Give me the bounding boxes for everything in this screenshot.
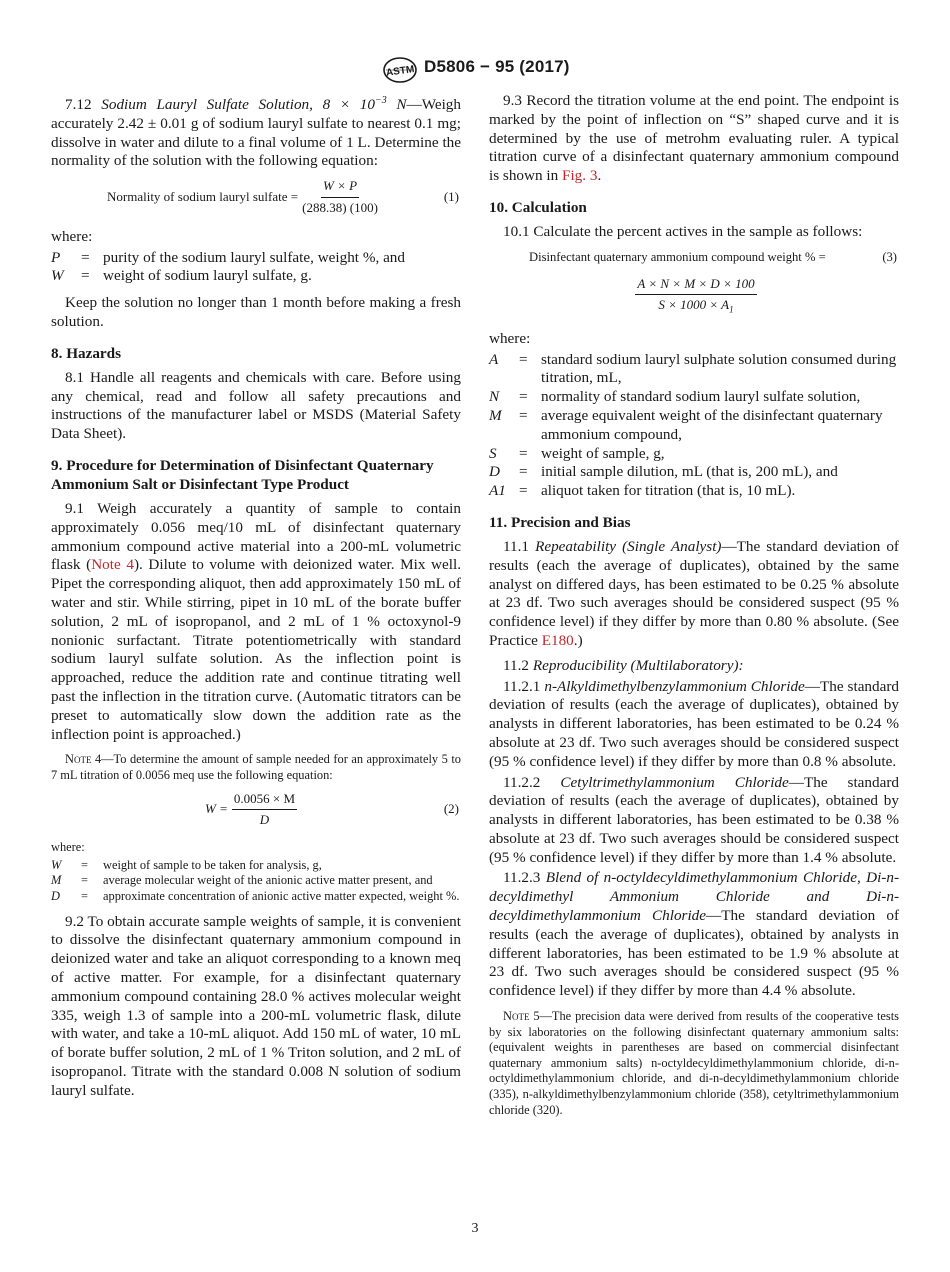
where-label: where: [51,227,93,245]
definition-row: W = weight of sample to be taken for analysis, g, [51,857,322,872]
page-header [0,56,950,84]
definitions-eq2: where: W = weight of sample to be taken for analysis, g, M = average molecular weight of the anionic active matter present, and D = approximate concentration of anionic active matter expected, weight %. [51,840,460,903]
definition-row: D = initial sample dilution, mL (that is, 200 mL), and [489,463,838,481]
section-9-1: 9.1 Weigh accurately a quantity of sample to contain approximately 0.056 meq/10 mL of disinfectant quaternary ammonium compound active material into a 200-mL volumetric flask (Note 4). Dilute to volume with deionized water. Mix well. Pipet the corresponding aliquot, then add approximately 150 mL of water and stir. While stirring, pipet in 10 mL of the borate buffer solution, 2 mL of isopropanol, and 2 mL of 1 % octoxynol-9 nonionic surfactant. Titrate potentiometrically with standard sodium lauryl sulfate solution. As the inflection point is approached, reduce the addition rate and continue titrating well past the inflection in the titration curve. (Automatic titrators can be preset to automatically slow down the addition rate as the inflection point is approached.) [51,500,461,743]
section-10-1: 10.1 Calculate the percent actives in the sample as follows: [503,222,863,240]
section-11-2-3: 11.2.3 Blend of n-octyldecyldimethylammonium Chloride, Di-n-decyldimethyl Ammonium Chloride and Di-n-decyldimethylammonium Chloride—The standard deviation of results (each the average of duplicates), obtained by analysts in different laboratories, has been estimated to be 1.9 % absolute at 23 df. Two such averages should be considered suspect (95 % confidence level) if they differ by more than 4.4 % absolute. [489,869,900,1000]
where-label: where: [489,329,531,347]
page-number: 3 [471,1221,479,1236]
definition-row: W = weight of sodium lauryl sulfate, g. [51,267,312,285]
note-4: Note 4—To determine the amount of sample needed for an approximately 5 to 7 mL titration of 0.0056 meq use the following equation: [51,752,461,782]
right-column [489,92,899,1124]
definition-row: A1 = aliquot taken for titration (that is, 10 mL). [489,482,796,500]
definition-row: D = approximate concentration of anionic active matter expected, weight %. [51,888,460,903]
heading-procedure: 9. Procedure for Determination of Disinfectant Quaternary Ammonium Salt or Disinfectant Type Product [51,457,434,494]
left-column [51,92,461,1107]
heading-calculation: 10. Calculation [489,198,587,216]
note-5: Note 5—The precision data were derived from results of the cooperative tests by six laboratories on the following disinfectant quaternary ammonium salts: (equivalent weights in parentheses are based on commercial disinfectant quaternary ammonium salts) n-octyldecyldimethylammonium chloride, di-n-octyldimethylammonium chloride, and di-n-decyldimethylammonium chloride (335), n-alkyldimethylbenzylammonium chloride (358), cetyltrimethylammonium chloride (320). [489,1009,899,1117]
definitions-eq3 [489,351,899,501]
svg-text:ASTM: ASTM [385,64,416,79]
astm-logo-icon [382,56,418,84]
section-8-1: 8.1 Handle all reagents and chemicals with care. Before using any chemical, read and follow all safety precautions and instructions of the manufacturer label or MSDS (Material Safety Data Sheet). [51,368,461,443]
fig-3-link[interactable]: Fig. 3 [562,167,598,185]
section-7-12: 7.12 Sodium Lauryl Sulfate Solution, $8 \times 10^{-3}$ N—Weigh accurately 2.42 ± 0.01 g of sodium lauryl sulfate to nearest 0.1 mg; dissolve in water and dilute to a final volume of 1 L. Determine the normality of the solution with the following equation: [51,95,461,170]
heading-precision-bias: 11. Precision and Bias [489,513,631,531]
definition-row: S = weight of sample, g, [489,444,665,462]
heading-hazards: 8. Hazards [51,344,122,362]
section-11-2-1: 11.2.1 n-Alkyldimethylbenzylammonium Chloride—The standard deviation of results (each the average of duplicates), obtained by analysts in different laboratories, has been estimated to be 0.24 % absolute at 23 df. Two such averages should be considered suspect (95 % confidence level) if they differ by more than 0.8 % absolute. [489,677,900,770]
equation-3-lhs: Disinfectant quaternary ammonium compound weight % = (3) [529,249,897,264]
equation-2: W = $\frac{0.0056 \times M}{D}$ (2) [205,790,459,828]
definitions-eq1 [51,249,461,287]
section-11-2: 11.2 Reproducibility (Multilaboratory): [503,656,744,674]
keep-note: Keep the solution no longer than 1 month before making a fresh solution. [51,294,461,331]
document-designation: D5806 − 95 (2017) [424,57,570,76]
definition-row: A = standard sodium lauryl sulphate solution consumed during titration, mL, [489,350,897,387]
definition-row: N = normality of standard sodium lauryl sulfate solution, [489,388,861,406]
equation-3: $\frac{A \times N \times M \times D \times 100}{S \times 1000 \times A_1}$ [637,275,755,315]
section-9-2: 9.2 To obtain accurate sample weights of sample, it is convenient to dissolve the disinfectant quaternary ammonium compound in deionized water and take an aliquot corresponding to a known meq of active matter. For example, for a disinfectant quaternary ammonium compound containing 28.0 % actives molecular weight 335, weigh 1.3 of sample into a 200-mL volumetric flask, dilute with water, and take a 10-mL aliquot. Add 150 mL of water, 10 mL of borate buffer solution, 2 mL of 1 % Triton solution, and 2 mL of isopropanol. Titrate with the standard 0.008 N solution of sodium lauryl sulfate. [51,912,461,1099]
section-11-2-2: 11.2.2 Cetyltrimethylammonium Chloride—The standard deviation of results (each the average of duplicates), obtained by analysts in different laboratories, has been estimated to be 0.38 % absolute at 23 df. Two such averages should be considered suspect (95 % confidence level) if they differ by more than 1.4 % absolute. [489,773,899,866]
definition-row: P = purity of the sodium lauryl sulfate, weight %, and [51,248,405,266]
section-11-1: 11.1 Repeatability (Single Analyst)—The standard deviation of results (each the average of duplicates), obtained by the same analyst on differed days, has been estimated to be 0.25 % absolute at 23 df. Two such averages should be considered suspect (95 % confidence level) if they differ by more than 0.80 % absolute. (See Practice E180.) [489,537,899,649]
section-9-3: 9.3 Record the titration volume at the end point. The endpoint is marked by the point of inflection on “S” shaped curve and it is determined by the use of metrohm evaluating ruler. A typical titration curve of a disinfectant quaternary ammonium compound is shown in Fig. 3. [489,92,899,185]
definition-row: M = average molecular weight of the anionic active matter present, and [51,873,433,888]
e180-link[interactable]: E180 [541,631,574,649]
definition-row: M = average equivalent weight of the disinfectant quaternary ammonium compound, [489,406,883,443]
note-4-link[interactable]: Note 4 [91,556,134,574]
equation-1: Normality of sodium lauryl sulfate = $\frac{W \times P}{(288.38) (100)}$ (1) [107,178,459,216]
